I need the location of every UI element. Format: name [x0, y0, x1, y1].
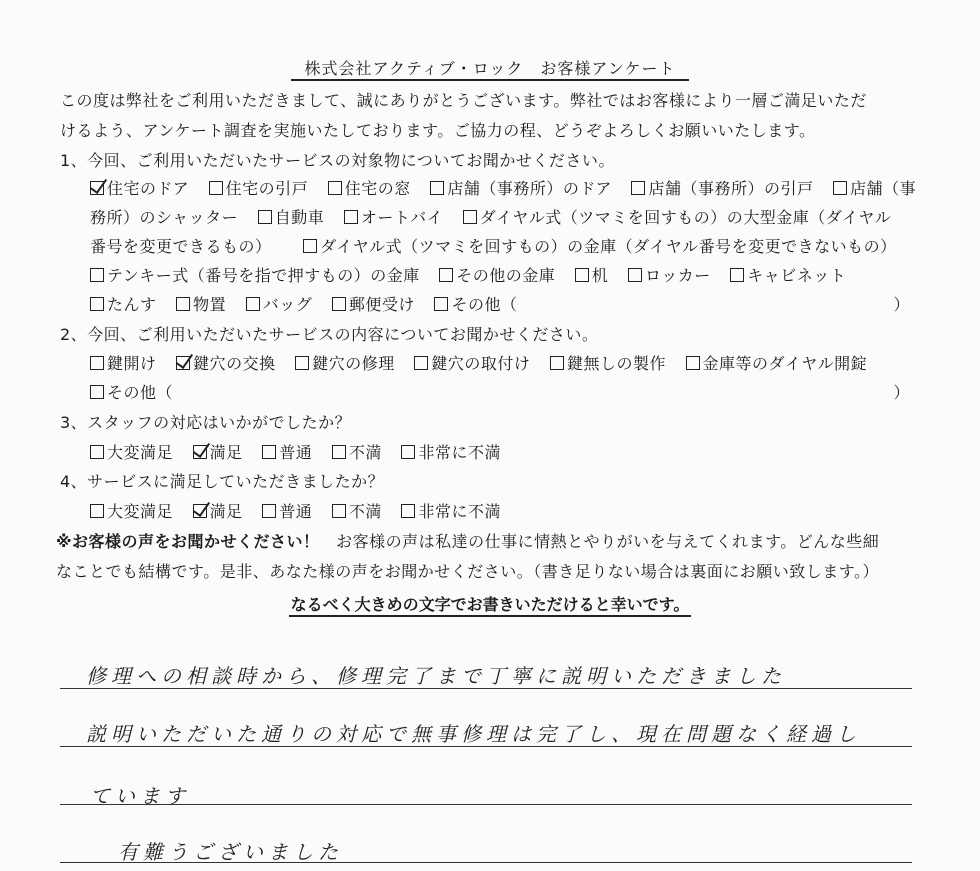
checkbox-icon[interactable]	[209, 181, 223, 195]
q2-other-close: ）	[893, 383, 910, 402]
checkbox-icon[interactable]	[328, 181, 342, 195]
q3-option-satisfied[interactable]: 満足	[193, 443, 243, 462]
checkbox-icon[interactable]	[401, 504, 415, 518]
checkbox-checked-icon[interactable]	[193, 504, 207, 518]
q1-option-locker[interactable]: ロッカー	[628, 266, 711, 285]
q1-option-motorbike[interactable]: オートバイ	[344, 208, 443, 227]
q1-option-cabinet[interactable]: キャビネット	[730, 266, 846, 285]
q1-option-bag[interactable]: バッグ	[246, 295, 313, 314]
q1-question: 1、今回、ご利用いただいたサービスの対象物についてお聞かせください。	[60, 151, 615, 170]
checkbox-icon[interactable]	[628, 268, 642, 282]
q2-option-other[interactable]: その他（	[90, 383, 173, 402]
writing-rule-2	[60, 746, 912, 747]
q1-option-shed[interactable]: 物置	[176, 295, 226, 314]
q2-option-unlock[interactable]: 鍵開け	[90, 354, 157, 373]
q4-option-satisfied[interactable]: 満足	[193, 502, 243, 521]
q1-option-store-door[interactable]: 店舗（事務所）のドア	[430, 179, 612, 198]
checkbox-icon[interactable]	[631, 181, 645, 195]
q1-option-other-safe[interactable]: その他の金庫	[439, 266, 555, 285]
intro-line-2: けるよう、アンケート調査を実施いたしております。ご協力の程、どうぞよろしくお願いいたします。	[60, 121, 816, 140]
q1-option-store-sliding[interactable]: 店舗（事務所）の引戸	[631, 179, 813, 198]
q4-option-very-dissatisfied[interactable]: 非常に不満	[401, 502, 501, 521]
voice-text-2: なことでも結構です。是非、あなた様の声をお聞かせください。（書き足りない場合は裏面にお願い致します。）	[56, 562, 879, 581]
q4-option-dissatisfied[interactable]: 不満	[332, 502, 382, 521]
checkbox-icon[interactable]	[434, 297, 448, 311]
checkbox-icon[interactable]	[332, 445, 346, 459]
checkbox-icon[interactable]	[176, 297, 190, 311]
q1-other-close: ）	[893, 295, 910, 314]
q2-option-cylinder-repair[interactable]: 鍵穴の修理	[295, 354, 395, 373]
q3-option-very-dissatisfied[interactable]: 非常に不満	[401, 443, 501, 462]
handwritten-line-2: 説明いただいた通りの対応で無事修理は完了し、現在問題なく経過し	[86, 722, 861, 746]
q2-question: 2、今回、ご利用いただいたサービスの内容についてお聞かせください。	[60, 325, 599, 344]
checkbox-checked-icon[interactable]	[90, 181, 104, 195]
writing-rule-3	[60, 804, 912, 805]
checkbox-icon[interactable]	[575, 268, 589, 282]
q1-option-mailbox[interactable]: 郵便受け	[332, 295, 415, 314]
checkbox-checked-icon[interactable]	[176, 356, 190, 370]
q1-row-2	[90, 207, 891, 229]
handwritten-line-3: ています	[90, 784, 190, 808]
writing-rule-4	[60, 862, 912, 863]
q3-option-very-satisfied[interactable]: 大変満足	[90, 443, 173, 462]
checkbox-icon[interactable]	[332, 504, 346, 518]
checkbox-icon[interactable]	[730, 268, 744, 282]
q1-option-desk[interactable]: 机	[575, 266, 609, 285]
q1-option-other[interactable]: その他（	[434, 295, 517, 314]
q2-row-2	[90, 382, 910, 404]
q1-row-4	[90, 265, 846, 287]
checkbox-icon[interactable]	[414, 356, 428, 370]
checkbox-icon[interactable]	[463, 210, 477, 224]
q3-question: 3、スタッフの対応はいかがでしたか？	[60, 413, 352, 432]
checkbox-icon[interactable]	[439, 268, 453, 282]
checkbox-icon[interactable]	[430, 181, 444, 195]
survey-title: 株式会社アクティブ・ロック お客様アンケート	[0, 56, 980, 79]
q1-option-house-sliding[interactable]: 住宅の引戸	[209, 179, 309, 198]
intro-line-1: この度は弊社をご利用いただきまして、誠にありがとうございます。弊社ではお客様により一層ご満足いただ	[60, 91, 867, 110]
checkbox-icon[interactable]	[90, 356, 104, 370]
q4-options	[90, 501, 501, 523]
q1-row-1	[90, 178, 916, 200]
q1-option-chest[interactable]: たんす	[90, 295, 157, 314]
voice-note: なるべく大きめの文字でお書きいただけると幸いです。	[0, 592, 980, 615]
handwritten-line-4: 有難うございました	[118, 840, 343, 864]
checkbox-icon[interactable]	[90, 385, 104, 399]
checkbox-icon[interactable]	[90, 504, 104, 518]
checkbox-icon[interactable]	[90, 445, 104, 459]
q1-option-large-safe[interactable]: ダイヤル式（ツマミを回すもの）の大型金庫（ダイヤル	[463, 208, 892, 227]
q4-question: 4、サービスに満足していただきましたか？	[60, 472, 385, 491]
checkbox-icon[interactable]	[550, 356, 564, 370]
checkbox-icon[interactable]	[344, 210, 358, 224]
checkbox-icon[interactable]	[303, 239, 317, 253]
q3-option-normal[interactable]: 普通	[262, 443, 312, 462]
checkbox-icon[interactable]	[262, 504, 276, 518]
q1-option-dial-safe[interactable]: ダイヤル式（ツマミを回すもの）の金庫（ダイヤル番号を変更できないもの）	[303, 237, 897, 256]
q2-row-1	[90, 353, 867, 375]
q3-option-dissatisfied[interactable]: 不満	[332, 443, 382, 462]
q1-option-tenkey-safe[interactable]: テンキー式（番号を指で押すもの）の金庫	[90, 266, 420, 285]
q1-option-house-window[interactable]: 住宅の窓	[328, 179, 411, 198]
q4-option-normal[interactable]: 普通	[262, 502, 312, 521]
checkbox-icon[interactable]	[258, 210, 272, 224]
q1-row2-lead: 務所）のシャッター	[90, 208, 239, 227]
checkbox-icon[interactable]	[833, 181, 847, 195]
checkbox-icon[interactable]	[246, 297, 260, 311]
checkbox-icon[interactable]	[262, 445, 276, 459]
q1-option-house-door[interactable]: 住宅のドア	[90, 179, 189, 198]
voice-line-1	[56, 531, 879, 553]
handwritten-line-1: 修理への相談時から、修理完了まで丁寧に説明いただきました	[86, 664, 786, 688]
q2-option-keyless-make[interactable]: 鍵無しの製作	[550, 354, 666, 373]
q1-row3-lead: 番号を変更できるもの）	[90, 237, 272, 256]
q1-option-car[interactable]: 自動車	[258, 208, 325, 227]
q1-option-store-shutter[interactable]: 店舗（事	[833, 179, 916, 198]
checkbox-icon[interactable]	[295, 356, 309, 370]
checkbox-icon[interactable]	[90, 297, 104, 311]
checkbox-icon[interactable]	[90, 268, 104, 282]
voice-text-1: お客様の声は私達の仕事に情熱とやりがいを与えてくれます。どんな些細	[319, 532, 880, 551]
checkbox-icon[interactable]	[332, 297, 346, 311]
q2-option-cylinder-replace[interactable]: 鍵穴の交換	[176, 354, 276, 373]
writing-rule-1	[60, 688, 912, 689]
checkbox-icon[interactable]	[401, 445, 415, 459]
checkbox-icon[interactable]	[686, 356, 700, 370]
q4-option-very-satisfied[interactable]: 大変満足	[90, 502, 173, 521]
q2-option-cylinder-install[interactable]: 鍵穴の取付け	[414, 354, 530, 373]
q3-options	[90, 442, 501, 464]
q2-option-safe-dial[interactable]: 金庫等のダイヤル開錠	[686, 354, 868, 373]
checkbox-checked-icon[interactable]	[193, 445, 207, 459]
q1-row-5	[90, 294, 910, 316]
voice-heading: ※お客様の声をお聞かせください！	[56, 532, 320, 551]
q1-row-3	[90, 236, 897, 258]
